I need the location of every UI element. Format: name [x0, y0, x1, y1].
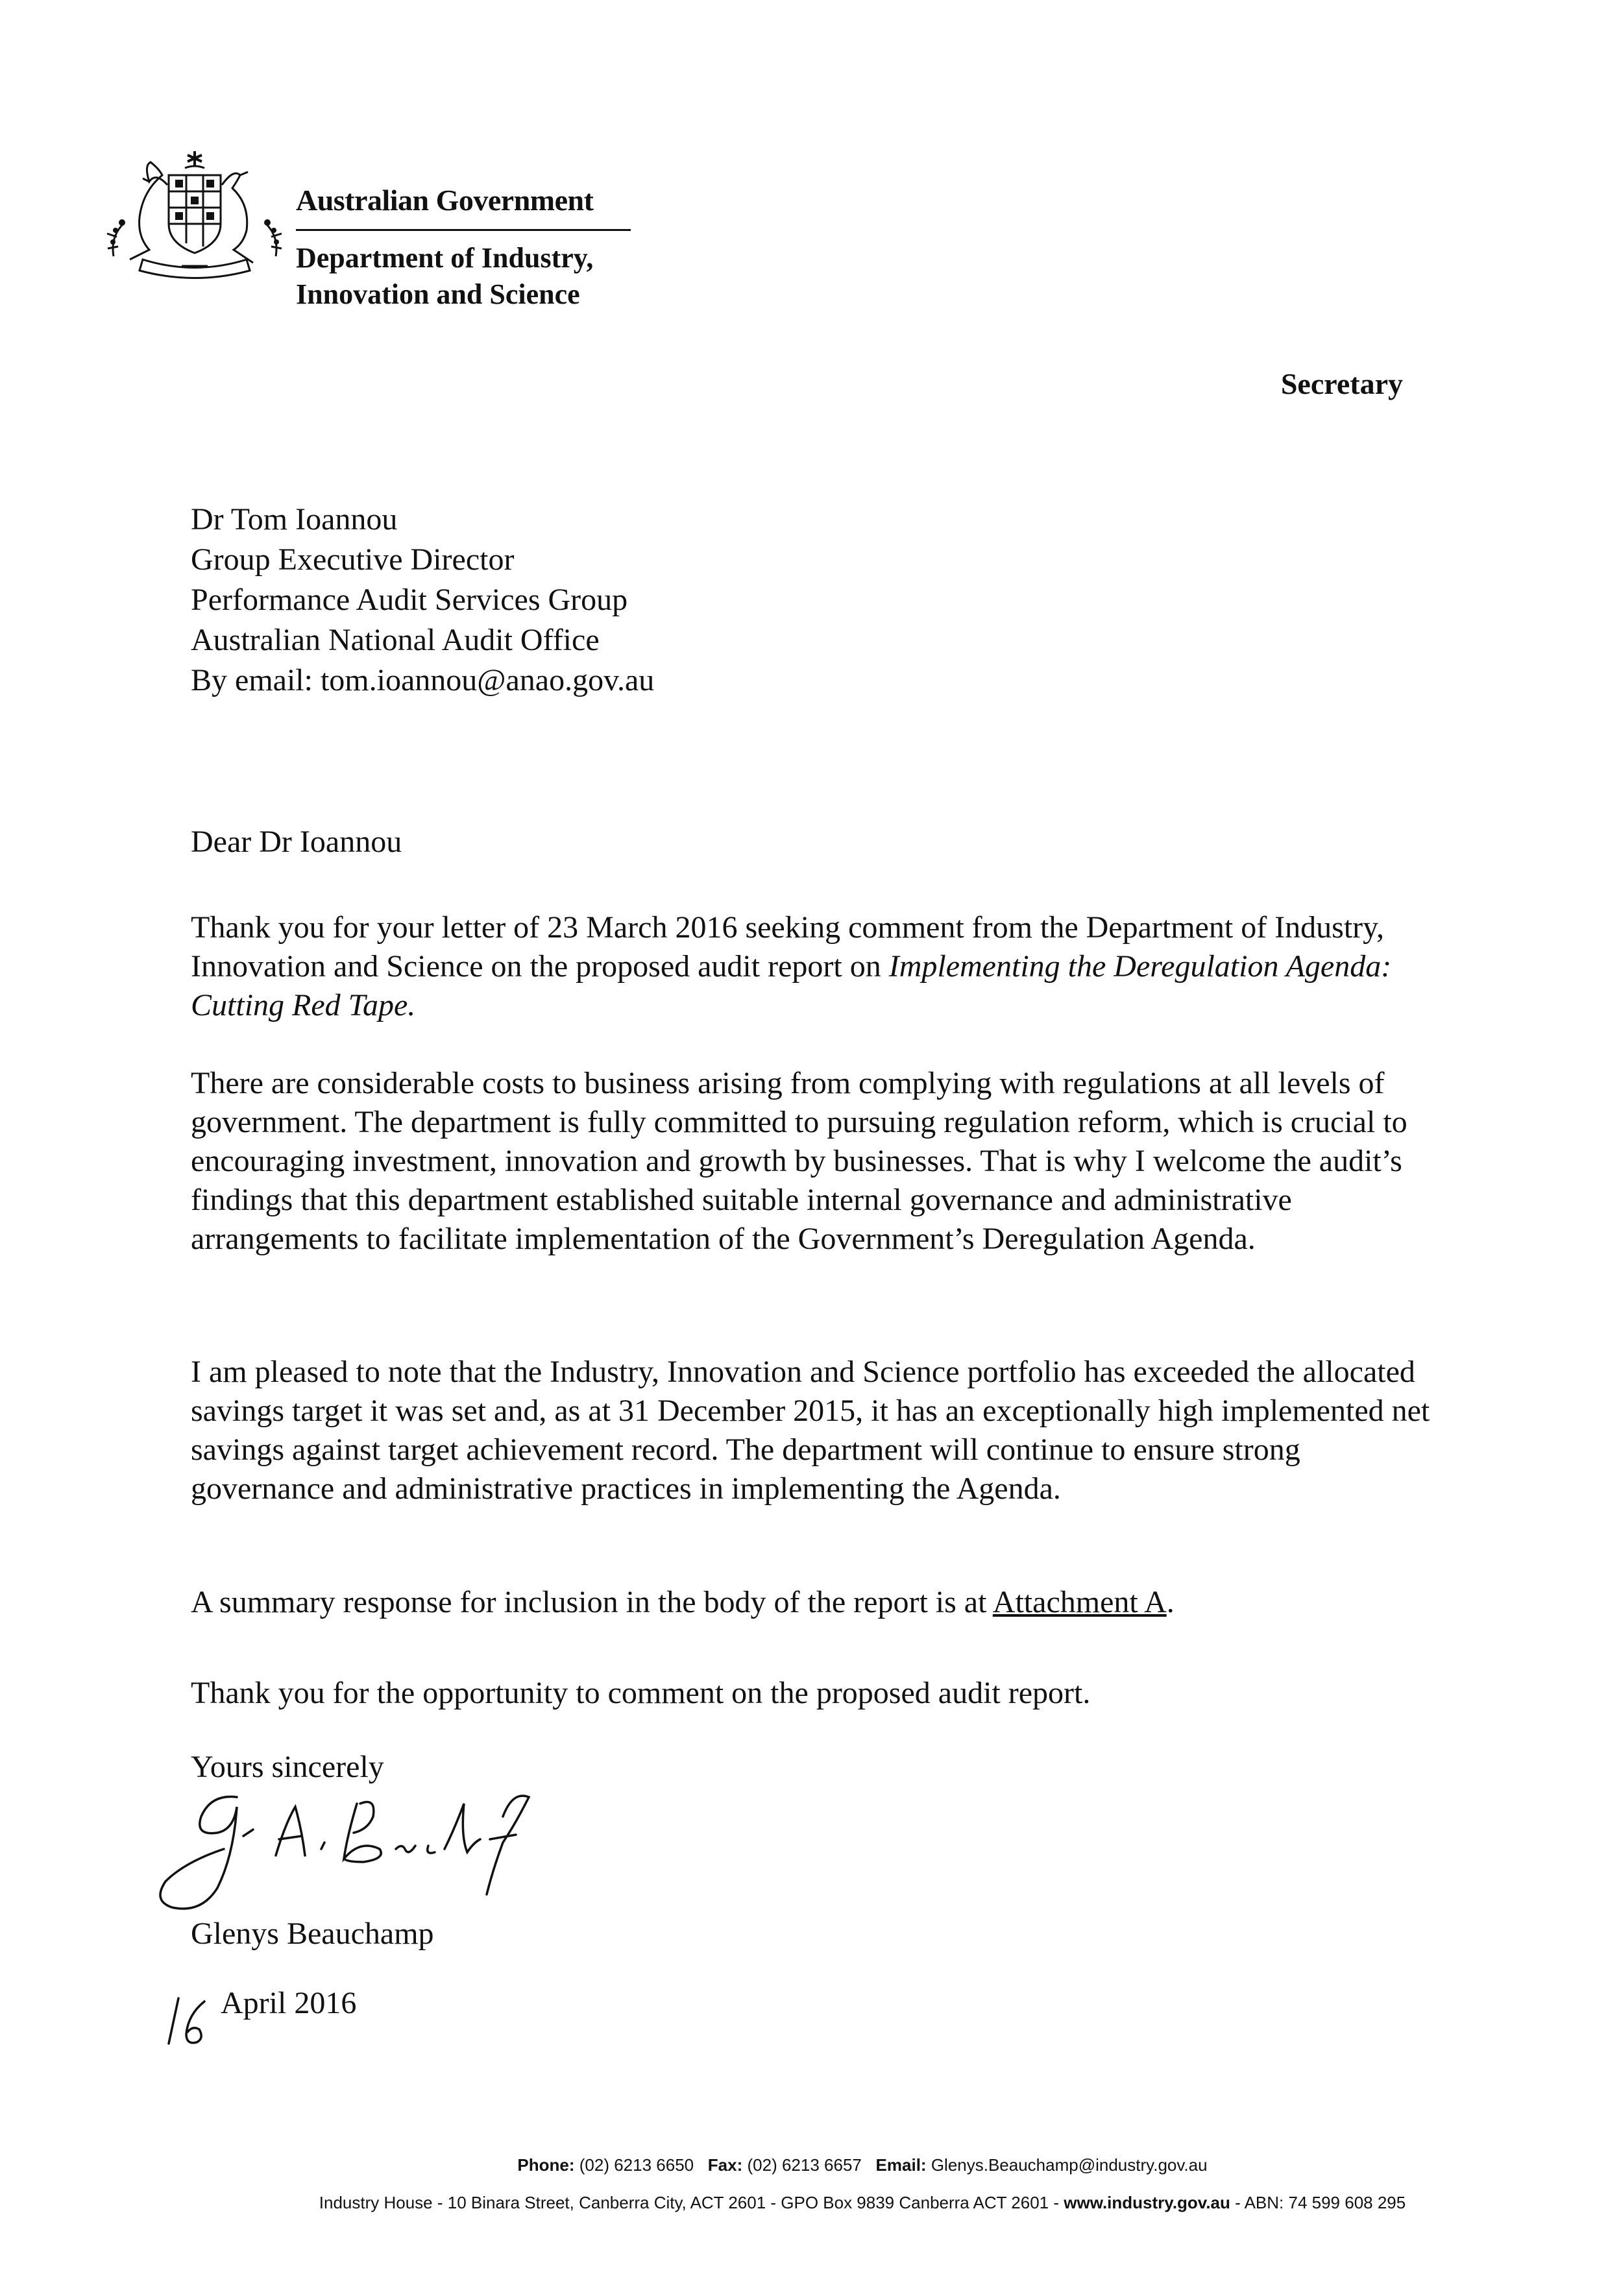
paragraph-summary: [191, 1583, 1443, 1622]
paragraph-costs: There are considerable costs to business arising from complying with regulations at all levels of government. The department is fully committed to pursuing regulation reform, which is crucial to encouraging investment, innovation and growth by businesses. That is why I welcome the audit’s findings that this department established suitable internal governance and administrative arrangements to facilitate implementation of the Government’s Deregulation Agenda.: [191, 1066, 1407, 1256]
footer-address-text: Industry House - 10 Binara Street, Canberra City, ACT 2601 - GPO Box 9839 Canberra ACT 2601 -: [319, 2193, 1064, 2212]
paragraph-intro-text: Thank you for your letter of 23 March 2016 seeking comment from the Department of Industry, Innovation and Science on the proposed audit report on: [191, 910, 1385, 984]
paragraph-summary-text: A summary response for inclusion in the body of the report is at: [191, 1585, 993, 1619]
attachment-reference: Attachment A: [992, 1585, 1167, 1619]
signer-name: Glenys Beauchamp: [191, 1916, 434, 1951]
letterhead-divider: [296, 229, 631, 231]
fax-number: (02) 6213 6657: [747, 2155, 862, 2175]
salutation: Dear Dr Ioannou: [191, 825, 402, 859]
footer-contact: [58, 2155, 1608, 2175]
paragraph-intro: [191, 908, 1443, 1025]
phone-number: (02) 6213 6650: [579, 2155, 694, 2175]
report-title: Implementing the Deregulation Agenda: Cutting Red Tape.: [191, 949, 1392, 1022]
recipient-organisation: Australian National Audit Office: [191, 623, 600, 657]
signature-image: [140, 1778, 594, 1920]
department-name-line2: Innovation and Science: [296, 278, 580, 310]
recipient-email: By email: tom.ioannou@anao.gov.au: [191, 663, 655, 697]
email-label: Email:: [875, 2155, 927, 2175]
recipient-group: Performance Audit Services Group: [191, 583, 628, 617]
handwritten-day: [159, 1985, 217, 2050]
coat-of-arms-icon: [104, 146, 286, 285]
footer-email[interactable]: Glenys.Beauchamp@industry.gov.au: [931, 2155, 1208, 2175]
recipient-name: Dr Tom Ioannou: [191, 502, 398, 537]
date-printed: April 2016: [221, 1986, 357, 2020]
paragraph-summary-end: .: [1166, 1585, 1175, 1619]
recipient-address: [191, 500, 654, 701]
footer-address: [58, 2193, 1608, 2213]
footer-website[interactable]: www.industry.gov.au: [1064, 2193, 1230, 2212]
closing: Yours sincerely: [191, 1750, 384, 1784]
sender-role: Secretary: [1280, 367, 1403, 400]
paragraph-savings: I am pleased to note that the Industry, Innovation and Science portfolio has exceeded the allocated savings target it was set and, as at 31 December 2015, it has an exceptionally high implemented net savings against target achievement record. The department will continue to ensure strong governance and administrative practices in implementing the Agenda.: [191, 1355, 1430, 1506]
recipient-title: Group Executive Director: [191, 542, 515, 577]
phone-label: Phone:: [517, 2155, 575, 2175]
government-name: Australian Government: [296, 184, 594, 217]
department-name-line1: Department of Industry,: [296, 242, 594, 274]
fax-label: Fax:: [707, 2155, 743, 2175]
paragraph-thanks: Thank you for the opportunity to comment on the proposed audit report.: [191, 1676, 1091, 1710]
footer-abn: - ABN: 74 599 608 295: [1230, 2193, 1406, 2212]
